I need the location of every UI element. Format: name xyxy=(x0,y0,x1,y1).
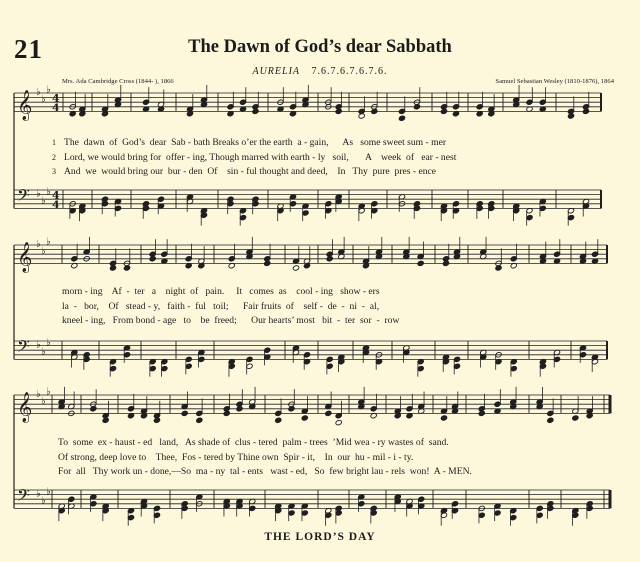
note-head xyxy=(398,115,405,121)
note-head xyxy=(325,410,332,416)
note-head xyxy=(326,256,333,262)
treble-clef: 𝄞 xyxy=(17,392,33,423)
hymn-number: 21 xyxy=(14,34,43,64)
note-head xyxy=(495,265,502,271)
time-signature: 4 xyxy=(52,198,60,212)
note-head xyxy=(288,406,295,412)
hymn-title: The Dawn of God’s dear Sabbath xyxy=(188,37,452,57)
note-head xyxy=(149,256,156,262)
note-head xyxy=(275,417,282,423)
flat-sign: ♭ xyxy=(46,186,51,198)
meter: 7.6.7.6.7.6.7.6. xyxy=(311,66,388,77)
verse-line: 3 And we would bring our bur - den Of sin - ful thought and deed, In Thy pure pres - ence xyxy=(52,166,437,177)
flat-sign: ♭ xyxy=(36,87,41,98)
flat-sign: ♭ xyxy=(46,337,51,349)
verse-line: 1 The dawn of God’s dear Sab - bath Breaks o’er the earth a - gain, As some sweet sum - mer xyxy=(52,137,447,148)
note-head xyxy=(109,265,116,271)
time-signature: 4 xyxy=(52,189,60,203)
flat-sign: ♭ xyxy=(41,245,46,257)
bass-clef: 𝄢 xyxy=(17,484,30,509)
note-head xyxy=(335,420,342,426)
flat-sign: ♭ xyxy=(36,488,41,500)
note-head xyxy=(292,265,299,271)
verse-line: la - bor, Of stead - y, faith - ful toil; Fair fruits of self - de - ni - al, xyxy=(62,301,380,312)
note-head xyxy=(572,415,579,421)
verse-line: To some ex - haust - ed land, As shade of clus - tered palm - trees ’Mid wea - ry wastes of sand. xyxy=(58,437,449,448)
note-head xyxy=(335,108,342,114)
tune-name: AURELIA xyxy=(252,66,301,77)
section-footer: THE LORD’S DAY xyxy=(264,531,376,543)
flat-sign: ♭ xyxy=(41,346,46,358)
bass-clef: 𝄢 xyxy=(17,335,30,360)
note-head xyxy=(567,113,574,119)
flat-sign: ♭ xyxy=(36,389,41,400)
flat-sign: ♭ xyxy=(46,236,51,248)
time-signature: 4 xyxy=(52,101,60,115)
note-head xyxy=(442,260,449,266)
note-head xyxy=(440,108,447,114)
note-head xyxy=(417,260,424,266)
flat-sign: ♭ xyxy=(46,486,51,498)
note-head xyxy=(358,113,365,119)
flat-sign: ♭ xyxy=(41,195,46,207)
note-head xyxy=(547,417,554,423)
time-signature: 4 xyxy=(52,92,60,106)
music-composer-credit: Samuel Sebastian Wesley (1810-1876), 1864 xyxy=(495,78,614,85)
treble-clef: 𝄞 xyxy=(17,90,33,121)
verse-line: 2 Lord, we would bring for offer - ing, Though marred with earth - ly soil, A week of ear - nest xyxy=(52,152,457,163)
flat-sign: ♭ xyxy=(36,339,41,351)
note-head xyxy=(181,410,188,416)
flat-sign: ♭ xyxy=(41,395,46,407)
note-head xyxy=(252,108,259,114)
verse-line: Of strong, deep love to Thee, Fos - tered by Thine own Spir - it, In our hu - mil - i - ty. xyxy=(58,452,414,463)
note-head xyxy=(301,415,308,421)
note-head xyxy=(123,265,130,271)
note-head xyxy=(413,104,420,110)
flat-sign: ♭ xyxy=(41,495,46,507)
text-author-credit: Mrs. Ada Cambridge Cross (1844- ), 1866 xyxy=(62,78,174,85)
note-head xyxy=(90,406,97,412)
treble-clef: 𝄞 xyxy=(17,242,33,273)
note-head xyxy=(440,415,447,421)
note-head xyxy=(102,417,109,423)
bass-clef: 𝄢 xyxy=(17,184,30,209)
note-head xyxy=(371,108,378,114)
note-head xyxy=(236,406,243,412)
flat-sign: ♭ xyxy=(46,84,51,96)
flat-sign: ♭ xyxy=(46,386,51,398)
verse-line: kneel - ing, From bond - age to be freed; Our hearts’ most bit - ter sor - row xyxy=(62,315,400,326)
flat-sign: ♭ xyxy=(41,93,46,105)
flat-sign: ♭ xyxy=(36,239,41,250)
note-head xyxy=(153,417,160,423)
verse-line: For all Thy work un - done,—So ma - ny tal - ents wast - ed, So few bright lau - rels won! A - MEN. xyxy=(58,466,472,477)
flat-sign: ♭ xyxy=(36,188,41,200)
note-head xyxy=(478,410,485,416)
note-head xyxy=(223,410,230,416)
verse-line: morn - ing Af - ter a night of pain. It comes as cool - ing show - ers xyxy=(62,286,380,297)
note-head xyxy=(196,417,203,423)
note-head xyxy=(264,260,271,266)
note-head xyxy=(582,108,589,114)
